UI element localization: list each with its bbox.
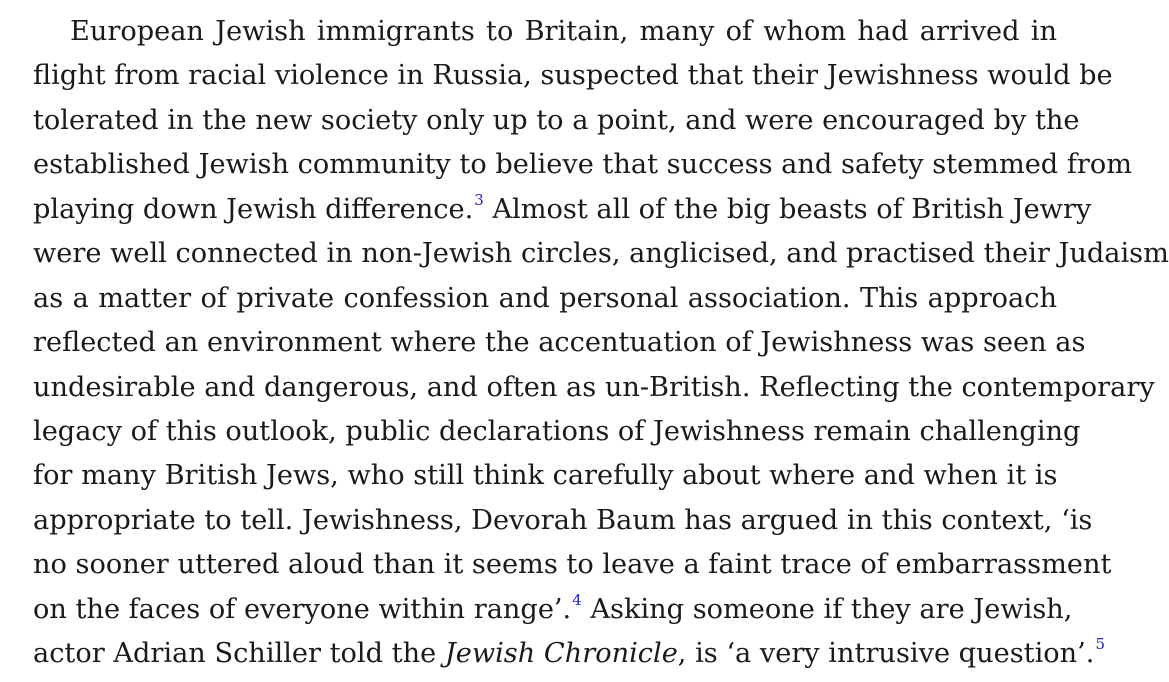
footnote-ref-5[interactable]: 5 — [1095, 635, 1105, 654]
line-text: reflected an environment where the accentuation of Jewishness was seen as — [33, 327, 1086, 359]
footnote-ref-3[interactable]: 3 — [474, 190, 484, 209]
paragraph-line — [33, 321, 1086, 365]
footnote-ref-4[interactable]: 4 — [572, 590, 582, 609]
paragraph-line — [33, 499, 1093, 543]
line-text: undesirable and dangerous, and often as un-British. Reflecting the contemporary — [33, 371, 1155, 403]
paragraph-line — [33, 143, 1133, 187]
line-text: on the faces of everyone within range’. — [33, 593, 572, 625]
paragraph-line — [33, 99, 1080, 143]
paragraph-line — [33, 543, 1112, 587]
line-text: no sooner uttered aloud than it seems to leave a faint trace of embarrassment — [33, 549, 1112, 581]
line-text: established Jewish community to believe that success and safety stemmed from — [33, 149, 1133, 181]
paragraph-line — [33, 454, 1057, 498]
line-text: tolerated in the new society only up to a point, and were encouraged by the — [33, 104, 1080, 136]
body-paragraph — [33, 10, 1169, 677]
line-text: legacy of this outlook, public declarations of Jewishness remain challenging — [33, 415, 1081, 447]
line-text: actor Adrian Schiller told the — [33, 638, 445, 670]
paragraph-line — [33, 366, 1155, 410]
line-text: as a matter of private confession and personal association. This approach — [33, 282, 1057, 314]
line-text: were well connected in non-Jewish circles, anglicised, and practised their Judaism — [33, 238, 1169, 270]
line-text: appropriate to tell. Jewishness, Devorah Baum has argued in this context, ‘is — [33, 504, 1093, 536]
paragraph-line — [33, 632, 1105, 676]
paragraph-line — [33, 54, 1113, 98]
paragraph-line — [33, 188, 1092, 232]
paragraph-line — [33, 10, 1057, 54]
paragraph-line — [33, 232, 1169, 276]
paragraph-line — [33, 410, 1081, 454]
paragraph-line — [33, 277, 1057, 321]
line-text: European Jewish immigrants to Britain, many of whom had arrived in — [70, 16, 1057, 47]
line-text: Almost all of the big beasts of British Jewry — [483, 193, 1092, 225]
line-text: flight from racial violence in Russia, suspected that their Jewishness would be — [33, 60, 1113, 92]
line-text: playing down Jewish difference. — [33, 193, 474, 225]
line-text: for many British Jews, who still think carefully about where and when it is — [33, 460, 1058, 492]
line-text: , is ‘a very intrusive question’. — [677, 638, 1095, 670]
publication-title: Jewish Chronicle — [444, 638, 678, 670]
paragraph-line — [33, 588, 1073, 632]
line-text: Asking someone if they are Jewish, — [581, 593, 1073, 625]
